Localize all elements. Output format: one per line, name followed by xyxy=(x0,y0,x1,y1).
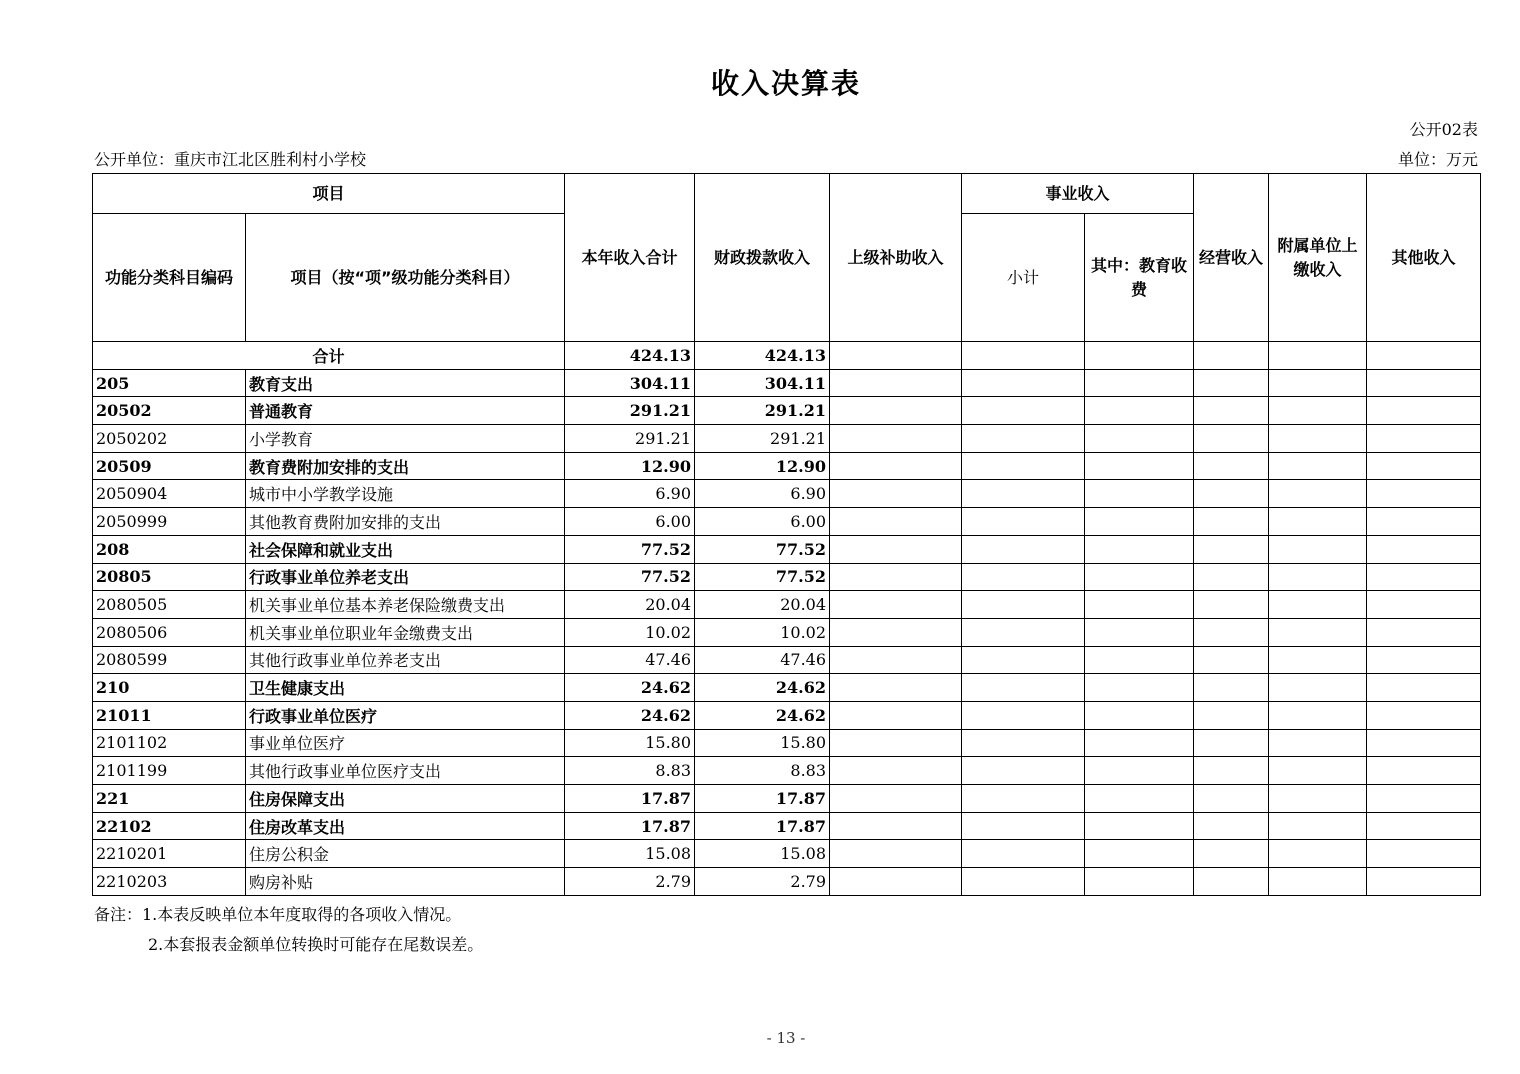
row-total: 6.00 xyxy=(565,508,695,536)
empty-cell xyxy=(1194,563,1269,591)
empty-cell xyxy=(1269,812,1367,840)
header-name: 项目（按“项”级功能分类科目） xyxy=(246,214,565,342)
row-fiscal: 10.02 xyxy=(695,618,830,646)
row-fiscal: 24.62 xyxy=(695,701,830,729)
table-row xyxy=(93,425,1481,453)
header-education-fee: 其中：教育收费 xyxy=(1085,214,1194,342)
row-total: 20.04 xyxy=(565,591,695,619)
empty-cell xyxy=(1367,563,1481,591)
header-subtotal: 小计 xyxy=(962,214,1085,342)
empty-cell xyxy=(830,812,962,840)
row-name: 行政事业单位养老支出 xyxy=(246,563,565,591)
table-row xyxy=(93,480,1481,508)
header-other: 其他收入 xyxy=(1367,174,1481,342)
empty-cell xyxy=(1269,452,1367,480)
empty-cell xyxy=(1194,397,1269,425)
row-fiscal: 6.00 xyxy=(695,508,830,536)
empty-cell xyxy=(830,701,962,729)
empty-cell xyxy=(962,452,1085,480)
header-operating: 经营收入 xyxy=(1194,174,1269,342)
row-name: 卫生健康支出 xyxy=(246,674,565,702)
empty-cell xyxy=(1085,729,1194,757)
empty-cell xyxy=(1085,508,1194,536)
empty-cell xyxy=(1269,535,1367,563)
row-code: 2050202 xyxy=(93,425,246,453)
total-label: 合计 xyxy=(93,342,565,370)
empty-cell xyxy=(1085,674,1194,702)
empty-cell xyxy=(962,425,1085,453)
row-code: 20805 xyxy=(93,563,246,591)
table-row xyxy=(93,674,1481,702)
row-name: 其他教育费附加安排的支出 xyxy=(246,508,565,536)
row-fiscal: 8.83 xyxy=(695,757,830,785)
empty-cell xyxy=(962,397,1085,425)
row-fiscal: 47.46 xyxy=(695,646,830,674)
empty-cell xyxy=(1367,729,1481,757)
row-total: 291.21 xyxy=(565,425,695,453)
note-2: 2.本套报表金额单位转换时可能存在尾数误差。 xyxy=(148,935,484,954)
row-name: 住房公积金 xyxy=(246,840,565,868)
row-code: 21011 xyxy=(93,701,246,729)
empty-cell xyxy=(962,868,1085,896)
table-row xyxy=(93,535,1481,563)
table-row xyxy=(93,397,1481,425)
empty-cell xyxy=(1194,785,1269,813)
empty-cell xyxy=(962,535,1085,563)
row-total: 24.62 xyxy=(565,674,695,702)
empty-cell xyxy=(962,646,1085,674)
total-fiscal: 424.13 xyxy=(695,342,830,370)
empty-cell xyxy=(1085,591,1194,619)
row-name: 事业单位医疗 xyxy=(246,729,565,757)
empty-cell xyxy=(1194,535,1269,563)
row-total: 17.87 xyxy=(565,785,695,813)
empty-cell xyxy=(1085,646,1194,674)
row-fiscal: 15.80 xyxy=(695,729,830,757)
empty-cell xyxy=(1194,757,1269,785)
row-code: 2050904 xyxy=(93,480,246,508)
table-row xyxy=(93,812,1481,840)
row-fiscal: 77.52 xyxy=(695,563,830,591)
empty-cell xyxy=(962,757,1085,785)
row-code: 208 xyxy=(93,535,246,563)
row-total: 24.62 xyxy=(565,701,695,729)
row-name: 其他行政事业单位医疗支出 xyxy=(246,757,565,785)
row-code: 210 xyxy=(93,674,246,702)
row-total: 10.02 xyxy=(565,618,695,646)
row-total: 77.52 xyxy=(565,563,695,591)
empty-cell xyxy=(1085,785,1194,813)
empty-cell xyxy=(1367,452,1481,480)
empty-cell xyxy=(962,618,1085,646)
row-total: 12.90 xyxy=(565,452,695,480)
empty-cell xyxy=(1367,591,1481,619)
empty-cell xyxy=(1269,563,1367,591)
row-code: 2210203 xyxy=(93,868,246,896)
empty-cell xyxy=(830,757,962,785)
row-code: 2101102 xyxy=(93,729,246,757)
empty-cell xyxy=(830,452,962,480)
empty-cell xyxy=(1085,757,1194,785)
row-code: 2080599 xyxy=(93,646,246,674)
empty-cell xyxy=(830,729,962,757)
empty-cell xyxy=(830,425,962,453)
table-row xyxy=(93,757,1481,785)
empty-cell xyxy=(1269,480,1367,508)
row-fiscal: 2.79 xyxy=(695,868,830,896)
row-name: 小学教育 xyxy=(246,425,565,453)
empty-cell xyxy=(962,369,1085,397)
empty-cell xyxy=(1194,425,1269,453)
empty-cell xyxy=(1085,452,1194,480)
row-code: 221 xyxy=(93,785,246,813)
empty-cell xyxy=(1269,508,1367,536)
empty-cell xyxy=(962,591,1085,619)
empty-cell xyxy=(1269,757,1367,785)
empty-cell xyxy=(1194,480,1269,508)
empty-cell xyxy=(1269,425,1367,453)
empty-cell xyxy=(1194,812,1269,840)
header-fiscal: 财政拨款收入 xyxy=(695,174,830,342)
empty-cell xyxy=(830,785,962,813)
row-fiscal: 24.62 xyxy=(695,674,830,702)
row-fiscal: 291.21 xyxy=(695,425,830,453)
row-name: 教育费附加安排的支出 xyxy=(246,452,565,480)
empty-cell xyxy=(1367,480,1481,508)
header-total: 本年收入合计 xyxy=(565,174,695,342)
header-affiliated: 附属单位上缴收入 xyxy=(1269,174,1367,342)
row-total: 15.80 xyxy=(565,729,695,757)
empty-cell xyxy=(1367,618,1481,646)
empty-cell xyxy=(830,508,962,536)
table-row xyxy=(93,618,1481,646)
row-total: 77.52 xyxy=(565,535,695,563)
empty-cell xyxy=(1085,868,1194,896)
row-code: 2050999 xyxy=(93,508,246,536)
empty-cell xyxy=(830,840,962,868)
empty-cell xyxy=(1269,591,1367,619)
empty-cell xyxy=(1367,508,1481,536)
empty-cell xyxy=(830,397,962,425)
empty-cell xyxy=(1269,701,1367,729)
row-name: 其他行政事业单位养老支出 xyxy=(246,646,565,674)
empty-cell xyxy=(1269,840,1367,868)
empty-cell xyxy=(830,674,962,702)
row-total: 291.21 xyxy=(565,397,695,425)
page-number: - 13 - xyxy=(766,1029,806,1047)
empty-cell xyxy=(830,646,962,674)
table-row xyxy=(93,591,1481,619)
empty-cell xyxy=(962,508,1085,536)
empty-cell xyxy=(962,701,1085,729)
empty-cell xyxy=(1194,674,1269,702)
row-code: 2210201 xyxy=(93,840,246,868)
table-row xyxy=(93,563,1481,591)
table-row xyxy=(93,646,1481,674)
row-fiscal: 12.90 xyxy=(695,452,830,480)
empty-cell xyxy=(962,785,1085,813)
empty-cell xyxy=(1367,674,1481,702)
empty-cell xyxy=(1194,618,1269,646)
notes xyxy=(94,900,483,960)
header-code: 功能分类科目编码 xyxy=(93,214,246,342)
empty-cell xyxy=(1367,701,1481,729)
empty-cell xyxy=(1085,618,1194,646)
row-name: 购房补贴 xyxy=(246,868,565,896)
empty-cell xyxy=(1269,785,1367,813)
table-row xyxy=(93,840,1481,868)
row-name: 城市中小学教学设施 xyxy=(246,480,565,508)
table-row xyxy=(93,785,1481,813)
empty-cell xyxy=(962,480,1085,508)
empty-cell xyxy=(1367,840,1481,868)
row-name: 机关事业单位基本养老保险缴费支出 xyxy=(246,591,565,619)
row-code: 2080506 xyxy=(93,618,246,646)
empty-cell xyxy=(1269,618,1367,646)
header-project: 项目 xyxy=(93,174,565,214)
empty-cell xyxy=(830,618,962,646)
empty-cell xyxy=(1269,868,1367,896)
row-total: 47.46 xyxy=(565,646,695,674)
row-total: 304.11 xyxy=(565,369,695,397)
empty-cell xyxy=(1194,591,1269,619)
empty-cell xyxy=(1085,480,1194,508)
total-row xyxy=(93,342,1481,370)
row-code: 2101199 xyxy=(93,757,246,785)
empty-cell xyxy=(1085,535,1194,563)
empty-cell xyxy=(1367,369,1481,397)
empty-cell xyxy=(1085,397,1194,425)
empty-cell xyxy=(1194,840,1269,868)
empty-cell xyxy=(830,868,962,896)
empty-cell xyxy=(830,591,962,619)
empty-cell xyxy=(1085,369,1194,397)
row-fiscal: 304.11 xyxy=(695,369,830,397)
income-table xyxy=(92,173,1481,896)
table-row xyxy=(93,369,1481,397)
empty-cell xyxy=(1367,812,1481,840)
empty-cell xyxy=(1269,729,1367,757)
row-name: 机关事业单位职业年金缴费支出 xyxy=(246,618,565,646)
empty-cell xyxy=(830,535,962,563)
row-fiscal: 17.87 xyxy=(695,785,830,813)
empty-cell xyxy=(1085,563,1194,591)
page-title: 收入决算表 xyxy=(710,67,861,100)
row-name: 住房改革支出 xyxy=(246,812,565,840)
empty-cell xyxy=(1085,425,1194,453)
row-code: 20509 xyxy=(93,452,246,480)
row-fiscal: 77.52 xyxy=(695,535,830,563)
row-total: 17.87 xyxy=(565,812,695,840)
row-total: 8.83 xyxy=(565,757,695,785)
table-row xyxy=(93,868,1481,896)
empty-cell xyxy=(1085,701,1194,729)
row-fiscal: 15.08 xyxy=(695,840,830,868)
row-name: 普通教育 xyxy=(246,397,565,425)
form-number: 公开02表 xyxy=(1409,120,1478,139)
empty-cell xyxy=(1194,868,1269,896)
table-row xyxy=(93,729,1481,757)
table-row xyxy=(93,701,1481,729)
empty-cell xyxy=(962,674,1085,702)
row-code: 22102 xyxy=(93,812,246,840)
empty-cell xyxy=(1367,646,1481,674)
row-fiscal: 291.21 xyxy=(695,397,830,425)
row-total: 2.79 xyxy=(565,868,695,896)
row-name: 教育支出 xyxy=(246,369,565,397)
empty-cell xyxy=(962,812,1085,840)
empty-cell xyxy=(830,369,962,397)
empty-cell xyxy=(962,840,1085,868)
row-fiscal: 20.04 xyxy=(695,591,830,619)
header-superior: 上级补助收入 xyxy=(830,174,962,342)
empty-cell xyxy=(1269,369,1367,397)
empty-cell xyxy=(1085,840,1194,868)
row-fiscal: 6.90 xyxy=(695,480,830,508)
empty-cell xyxy=(1194,369,1269,397)
empty-cell xyxy=(1367,535,1481,563)
empty-cell xyxy=(962,729,1085,757)
empty-cell xyxy=(1367,868,1481,896)
reporting-unit: 公开单位：重庆市江北区胜利村小学校 xyxy=(94,150,367,169)
empty-cell xyxy=(1367,785,1481,813)
empty-cell xyxy=(1367,757,1481,785)
empty-cell xyxy=(1194,452,1269,480)
currency-unit: 单位：万元 xyxy=(1397,150,1478,169)
empty-cell xyxy=(1367,425,1481,453)
row-code: 2080505 xyxy=(93,591,246,619)
table-row xyxy=(93,508,1481,536)
header-business: 事业收入 xyxy=(962,174,1194,214)
empty-cell xyxy=(830,480,962,508)
empty-cell xyxy=(1194,729,1269,757)
row-fiscal: 17.87 xyxy=(695,812,830,840)
row-name: 社会保障和就业支出 xyxy=(246,535,565,563)
empty-cell xyxy=(1194,508,1269,536)
total-amount: 424.13 xyxy=(565,342,695,370)
empty-cell xyxy=(830,563,962,591)
empty-cell xyxy=(962,563,1085,591)
note-1: 备注：1.本表反映单位本年度取得的各项收入情况。 xyxy=(94,905,462,924)
empty-cell xyxy=(1085,812,1194,840)
empty-cell xyxy=(1269,674,1367,702)
empty-cell xyxy=(1269,397,1367,425)
empty-cell xyxy=(1194,646,1269,674)
empty-cell xyxy=(1269,646,1367,674)
row-code: 20502 xyxy=(93,397,246,425)
empty-cell xyxy=(1194,701,1269,729)
row-total: 15.08 xyxy=(565,840,695,868)
row-name: 行政事业单位医疗 xyxy=(246,701,565,729)
row-name: 住房保障支出 xyxy=(246,785,565,813)
row-total: 6.90 xyxy=(565,480,695,508)
table-row xyxy=(93,452,1481,480)
row-code: 205 xyxy=(93,369,246,397)
empty-cell xyxy=(1367,397,1481,425)
